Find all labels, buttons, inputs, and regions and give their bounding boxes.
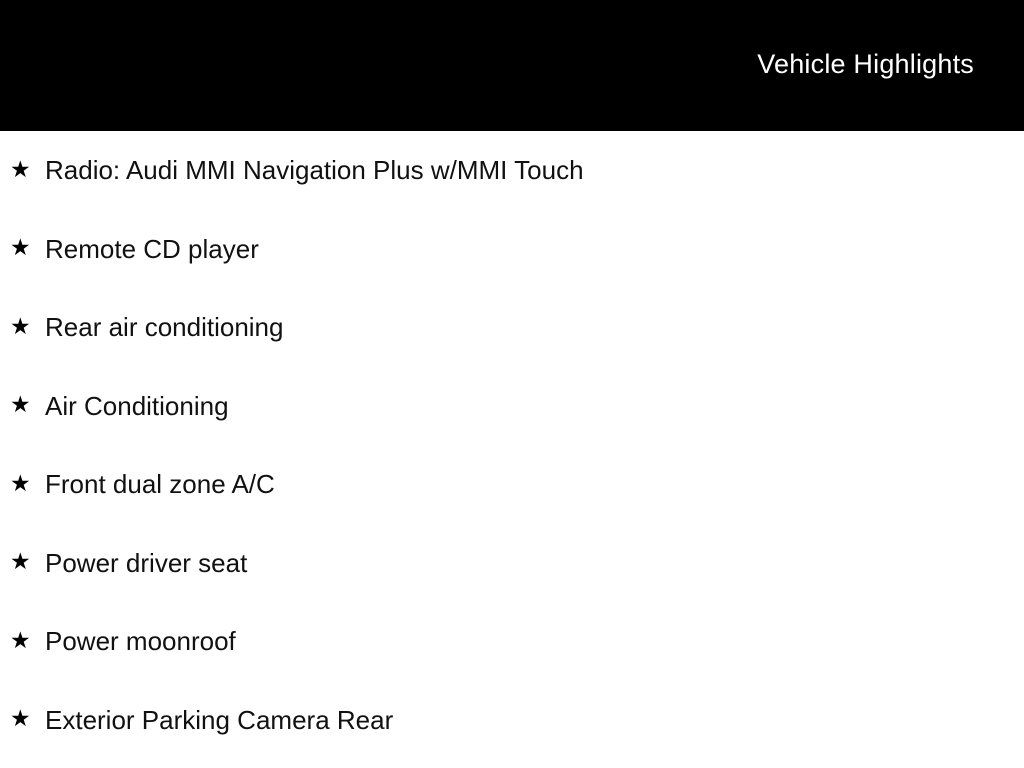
star-bullet-icon: ★ xyxy=(10,626,31,653)
list-item-label: Air Conditioning xyxy=(45,390,229,421)
list-item xyxy=(0,602,1024,681)
page-title: Vehicle Highlights xyxy=(757,49,974,79)
list-item-label: Radio: Audi MMI Navigation Plus w/MMI Touch xyxy=(45,155,584,186)
list-item-label: Power moonroof xyxy=(45,626,236,657)
header-band xyxy=(0,0,1024,131)
vehicle-highlights-list xyxy=(0,131,1024,759)
list-item-label: Front dual zone A/C xyxy=(45,469,275,500)
star-bullet-icon: ★ xyxy=(10,469,31,496)
list-item xyxy=(0,445,1024,524)
list-item xyxy=(0,131,1024,210)
list-item xyxy=(0,524,1024,603)
star-bullet-icon: ★ xyxy=(10,548,31,575)
list-item-label: Power driver seat xyxy=(45,547,248,578)
star-bullet-icon: ★ xyxy=(10,155,31,182)
list-item-label: Rear air conditioning xyxy=(45,312,284,343)
list-item xyxy=(0,210,1024,289)
star-bullet-icon: ★ xyxy=(10,312,31,339)
list-item-label: Exterior Parking Camera Rear xyxy=(45,704,394,735)
star-bullet-icon: ★ xyxy=(10,234,31,261)
list-item xyxy=(0,367,1024,446)
list-item xyxy=(0,681,1024,760)
star-bullet-icon: ★ xyxy=(10,391,31,418)
list-item xyxy=(0,288,1024,367)
list-item-label: Remote CD player xyxy=(45,233,259,264)
star-bullet-icon: ★ xyxy=(10,705,31,732)
